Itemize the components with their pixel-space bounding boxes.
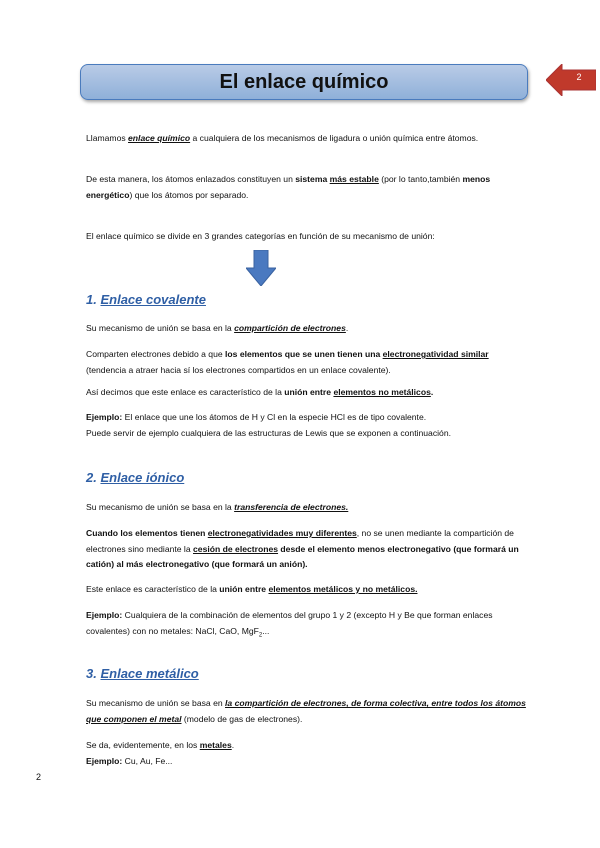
metalico-line-2: Se da, evidentemente, en los metales. Ejemplo: Cu, Au, Fe... [86, 740, 235, 766]
ionico-example: Ejemplo: Cualquiera de la combinación de elementos del grupo 1 y 2 (excepto H y Be que forman enlaces covalentes) con no metales: NaCl, CaO, MgF$_2$... [86, 610, 493, 639]
page-title-box [80, 64, 528, 100]
intro-paragraph-3: El enlace químico se divide en 3 grandes categorías en función de su mecanismo de unión: [86, 231, 435, 241]
footer-page-number: 2 [36, 772, 42, 782]
down-arrow-icon [246, 250, 276, 291]
covalente-example: Ejemplo: El enlace que une los átomos de H y Cl en la especie HCl es de tipo covalente. Puede servir de ejemplo cualquiera de las estructuras de Lewis que se exponen a continuación. [86, 412, 451, 438]
intro-paragraph-1: Llamamos enlace químico a cualquiera de los mecanismos de ligadura o unión química entre átomos. [86, 133, 479, 143]
covalente-line-3: Así decimos que este enlace es característico de la unión entre elementos no metálicos. [86, 387, 434, 397]
page-title: El enlace químico [219, 70, 389, 93]
page-number-badge: 2 [576, 72, 582, 82]
metalico-line-1: Su mecanismo de unión se basa en la compartición de electrones, de forma colectiva, entre todos los átomos que componen el metal (modelo de gas de electrones). [86, 698, 526, 724]
covalente-line-1: Su mecanismo de unión se basa en la compartición de electrones. [86, 323, 349, 333]
ionico-line-2: Cuando los elementos tienen electronegatividades muy diferentes, no se unen mediante la compartición de electrones sino mediante la cesión de electrones desde el elemento menos electronegativo (que formará un catión) al más electronegativo (que formará un anión). [86, 528, 519, 569]
covalente-line-2: Comparten electrones debido a que los elementos que se unen tienen una electronegatividad similar (tendencia a atraer hacia sí los electrones compartidos en un enlace covalente). [86, 349, 489, 375]
section-heading-covalente: 1. Enlace covalente [86, 292, 206, 307]
section-heading-metalico: 3. Enlace metálico [86, 666, 199, 681]
page-number-arrow-icon [546, 64, 596, 96]
intro-paragraph-2: De esta manera, los átomos enlazados constituyen un sistema más estable (por lo tanto,también menos energético) que los átomos por separado. [86, 174, 491, 200]
ionico-line-3: Este enlace es característico de la unión entre elementos metálicos y no metálicos. [86, 584, 418, 594]
section-heading-ionico: 2. Enlace iónico [86, 470, 185, 485]
ionico-line-1: Su mecanismo de unión se basa en la transferencia de electrones. [86, 502, 349, 512]
